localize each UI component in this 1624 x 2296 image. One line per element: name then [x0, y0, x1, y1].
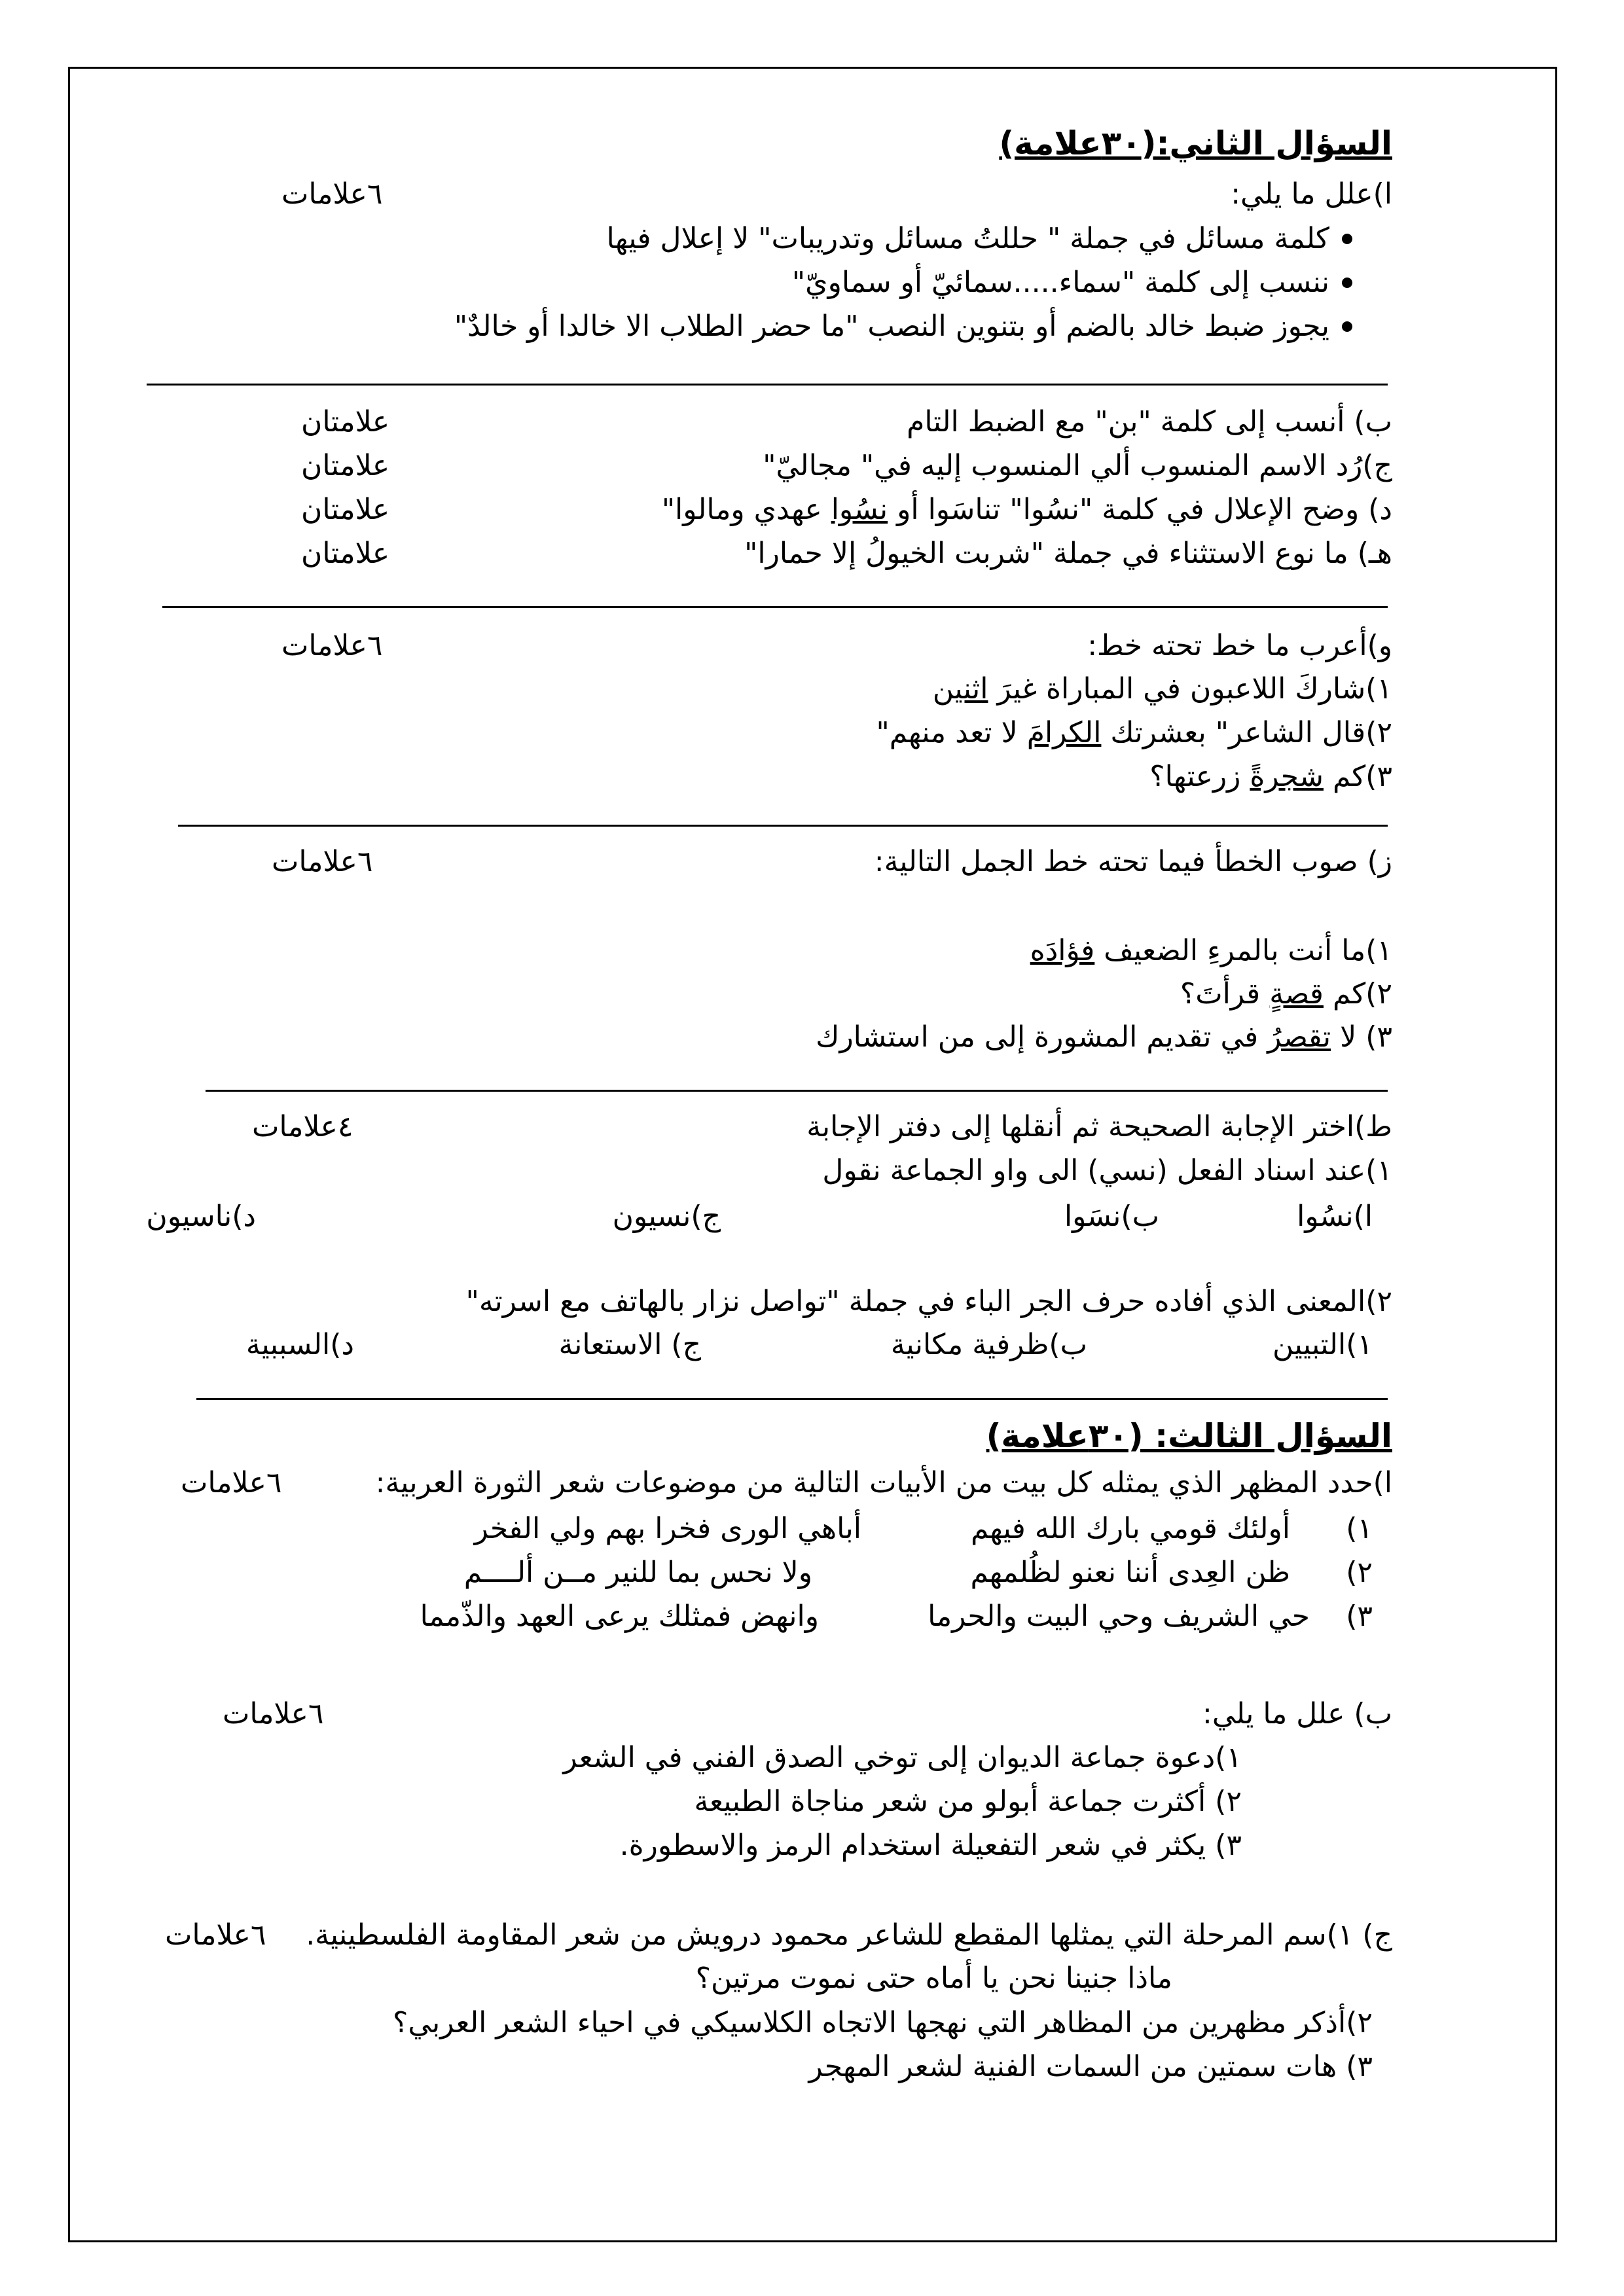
q3-a-verse-1-right: أولئك قومي بارك الله فيهم [970, 1512, 1290, 1545]
q2-a-bullet-3: يجوز ضبط خالد بالضم أو بتنوين النصب "ما حضر الطلاب الا خالدا أو خالدٌ" [454, 310, 1329, 343]
q2-h-q1-option-a: ا)نسُوا [1297, 1200, 1373, 1233]
separator [147, 384, 1388, 386]
q2-f-item-2: ٢)قال الشاعر" بعشرتك الكرامَ لا تعد منهم" [876, 716, 1392, 749]
q3-a-verse-2-num: ٢) [1346, 1556, 1373, 1589]
q3-b-item-1: ١)دعوة جماعة الديوان إلى توخي الصدق الفني في الشعر [563, 1741, 1242, 1774]
q3-c-quote: ماذا جنينا نحن يا أماه حتى نموت مرتين؟ [695, 1962, 1172, 1995]
q3-a-marks: ٦علامات [181, 1466, 282, 1499]
q2-g-item-3: ٣) لا تقصرُ في تقديم المشورة إلى من استشارك [816, 1020, 1392, 1054]
q2-d-prompt: د) وضح الإعلال في كلمة "نسُوا" تناسَوا أو نسُوا عهدي ومالوا" [661, 493, 1392, 526]
q3-c-marks: ٦علامات [165, 1918, 266, 1952]
q2-h-prompt: ط)اختر الإجابة الصحيحة ثم أنقلها إلى دفتر الإجابة [806, 1110, 1392, 1143]
q2-b-prompt: ب) أنسب إلى كلمة "بن" مع الضبط التام [907, 405, 1392, 439]
q2-g-marks: ٦علامات [272, 845, 373, 878]
q2-h-q2-option-d: د)السببية [245, 1328, 354, 1361]
q3-b-item-2: ٢) أكثرت جماعة أبولو من شعر مناجاة الطبيعة [694, 1785, 1242, 1818]
q2-f-item-1: ١)شاركَ اللاعبون في المباراة غيرَ اثنين [932, 672, 1392, 706]
separator [162, 606, 1388, 608]
q2-b-marks: علامتان [301, 405, 390, 439]
bullet-icon [1342, 278, 1352, 288]
q2-h-q2-option-b: ب)ظرفية مكانية [890, 1328, 1087, 1361]
q2-g-prompt: ز) صوب الخطأ فيما تحته خط الجمل التالية: [874, 845, 1392, 878]
q2-g-item-1: ١)ما أنت بالمرءِ الضعيف فؤادَه [1030, 934, 1392, 967]
q3-heading: السؤال الثالث: (٣٠علامة) [986, 1417, 1392, 1455]
q3-b-item-3: ٣) يكثر في شعر التفعيلة استخدام الرمز والاسطورة. [619, 1829, 1242, 1862]
q2-h-q1-option-c: ج)نسيون [612, 1200, 721, 1233]
q2-a-bullet-1: كلمة مسائل في جملة " حللتُ مسائل وتدريبات" لا إعلال فيها [606, 222, 1329, 255]
q3-a-prompt: ا)حدد المظهر الذي يمثله كل بيت من الأبيات التالية من موضوعات شعر الثورة العربية: [375, 1466, 1392, 1499]
q3-c-prompt: ج) ١)سم المرحلة التي يمثلها المقطع للشاعر محمود درويش من شعر المقاومة الفلسطينية. [306, 1918, 1392, 1952]
q3-c-item-3: ٣) هات سمتين من السمات الفنية لشعر المهجر [808, 2050, 1373, 2083]
q2-h-marks: ٤علامات [252, 1110, 353, 1143]
q2-d-marks: علامتان [301, 493, 390, 526]
q2-heading: السؤال الثاني:(٣٠علامة) [999, 124, 1392, 162]
q3-b-prompt: ب) علل ما يلي: [1202, 1697, 1392, 1731]
bullet-icon [1342, 321, 1352, 332]
q3-a-verse-1-num: ١) [1346, 1512, 1373, 1545]
q2-e-prompt: هـ) ما نوع الاستثناء في جملة "شربت الخيولُ إلا حمارا" [744, 537, 1392, 570]
q2-h-q1-option-d: د)ناسيون [146, 1200, 256, 1233]
q3-a-verse-3-num: ٣) [1346, 1600, 1373, 1633]
q3-a-verse-2-left: ولا نحس بما للنير مــن ألــــم [463, 1556, 812, 1589]
separator [178, 825, 1388, 827]
q2-f-prompt: و)أعرب ما خط تحته خط: [1087, 629, 1392, 662]
q2-g-item-2: ٢)كم قصةٍ قرأتَ؟ [1180, 977, 1392, 1011]
separator [206, 1090, 1388, 1092]
q3-a-verse-3-right: حي الشريف وحي البيت والحرما [928, 1600, 1310, 1633]
q2-h-q1-option-b: ب)نسَوا [1064, 1200, 1159, 1233]
q3-b-marks: ٦علامات [223, 1697, 324, 1731]
q3-a-verse-2-right: ظن العِدى أننا نعنو لظُلمهم [970, 1556, 1290, 1589]
q2-c-prompt: ج)رُد الاسم المنسوب ألي المنسوب إليه في" مجاليّ" [763, 449, 1392, 482]
q2-a-marks: ٦علامات [281, 177, 383, 211]
q2-h-question-1: ١)عند اسناد الفعل (نسي) الى واو الجماعة نقول [822, 1154, 1392, 1187]
q2-h-q2-option-a: ١)التبيين [1272, 1328, 1373, 1361]
separator [196, 1398, 1388, 1400]
q2-f-item-3: ٣)كم شجرةً زرعتها؟ [1149, 760, 1392, 793]
q2-h-question-2: ٢)المعنى الذي أفاده حرف الجر الباء في جملة "تواصل نزار بالهاتف مع اسرته" [465, 1285, 1392, 1318]
q2-c-marks: علامتان [301, 449, 390, 482]
q3-a-verse-1-left: أباهي الورى فخرا بهم ولي الفخر [474, 1512, 861, 1545]
q2-e-marks: علامتان [301, 537, 390, 570]
q2-h-q2-option-c: ج) الاستعانة [558, 1328, 701, 1361]
q2-a-prompt: ا)علل ما يلي: [1231, 177, 1392, 211]
q3-c-item-2: ٢)أذكر مظهرين من المظاهر التي نهجها الاتجاه الكلاسيكي في احياء الشعر العربي؟ [393, 2006, 1373, 2039]
q3-a-verse-3-left: وانهض فمثلك يرعى العهد والذّمما [420, 1600, 819, 1633]
q2-f-marks: ٦علامات [281, 629, 383, 662]
bullet-icon [1342, 234, 1352, 244]
q2-a-bullet-2: ننسب إلى كلمة "سماء.....سمائيّ أو سماويّ" [791, 266, 1329, 299]
